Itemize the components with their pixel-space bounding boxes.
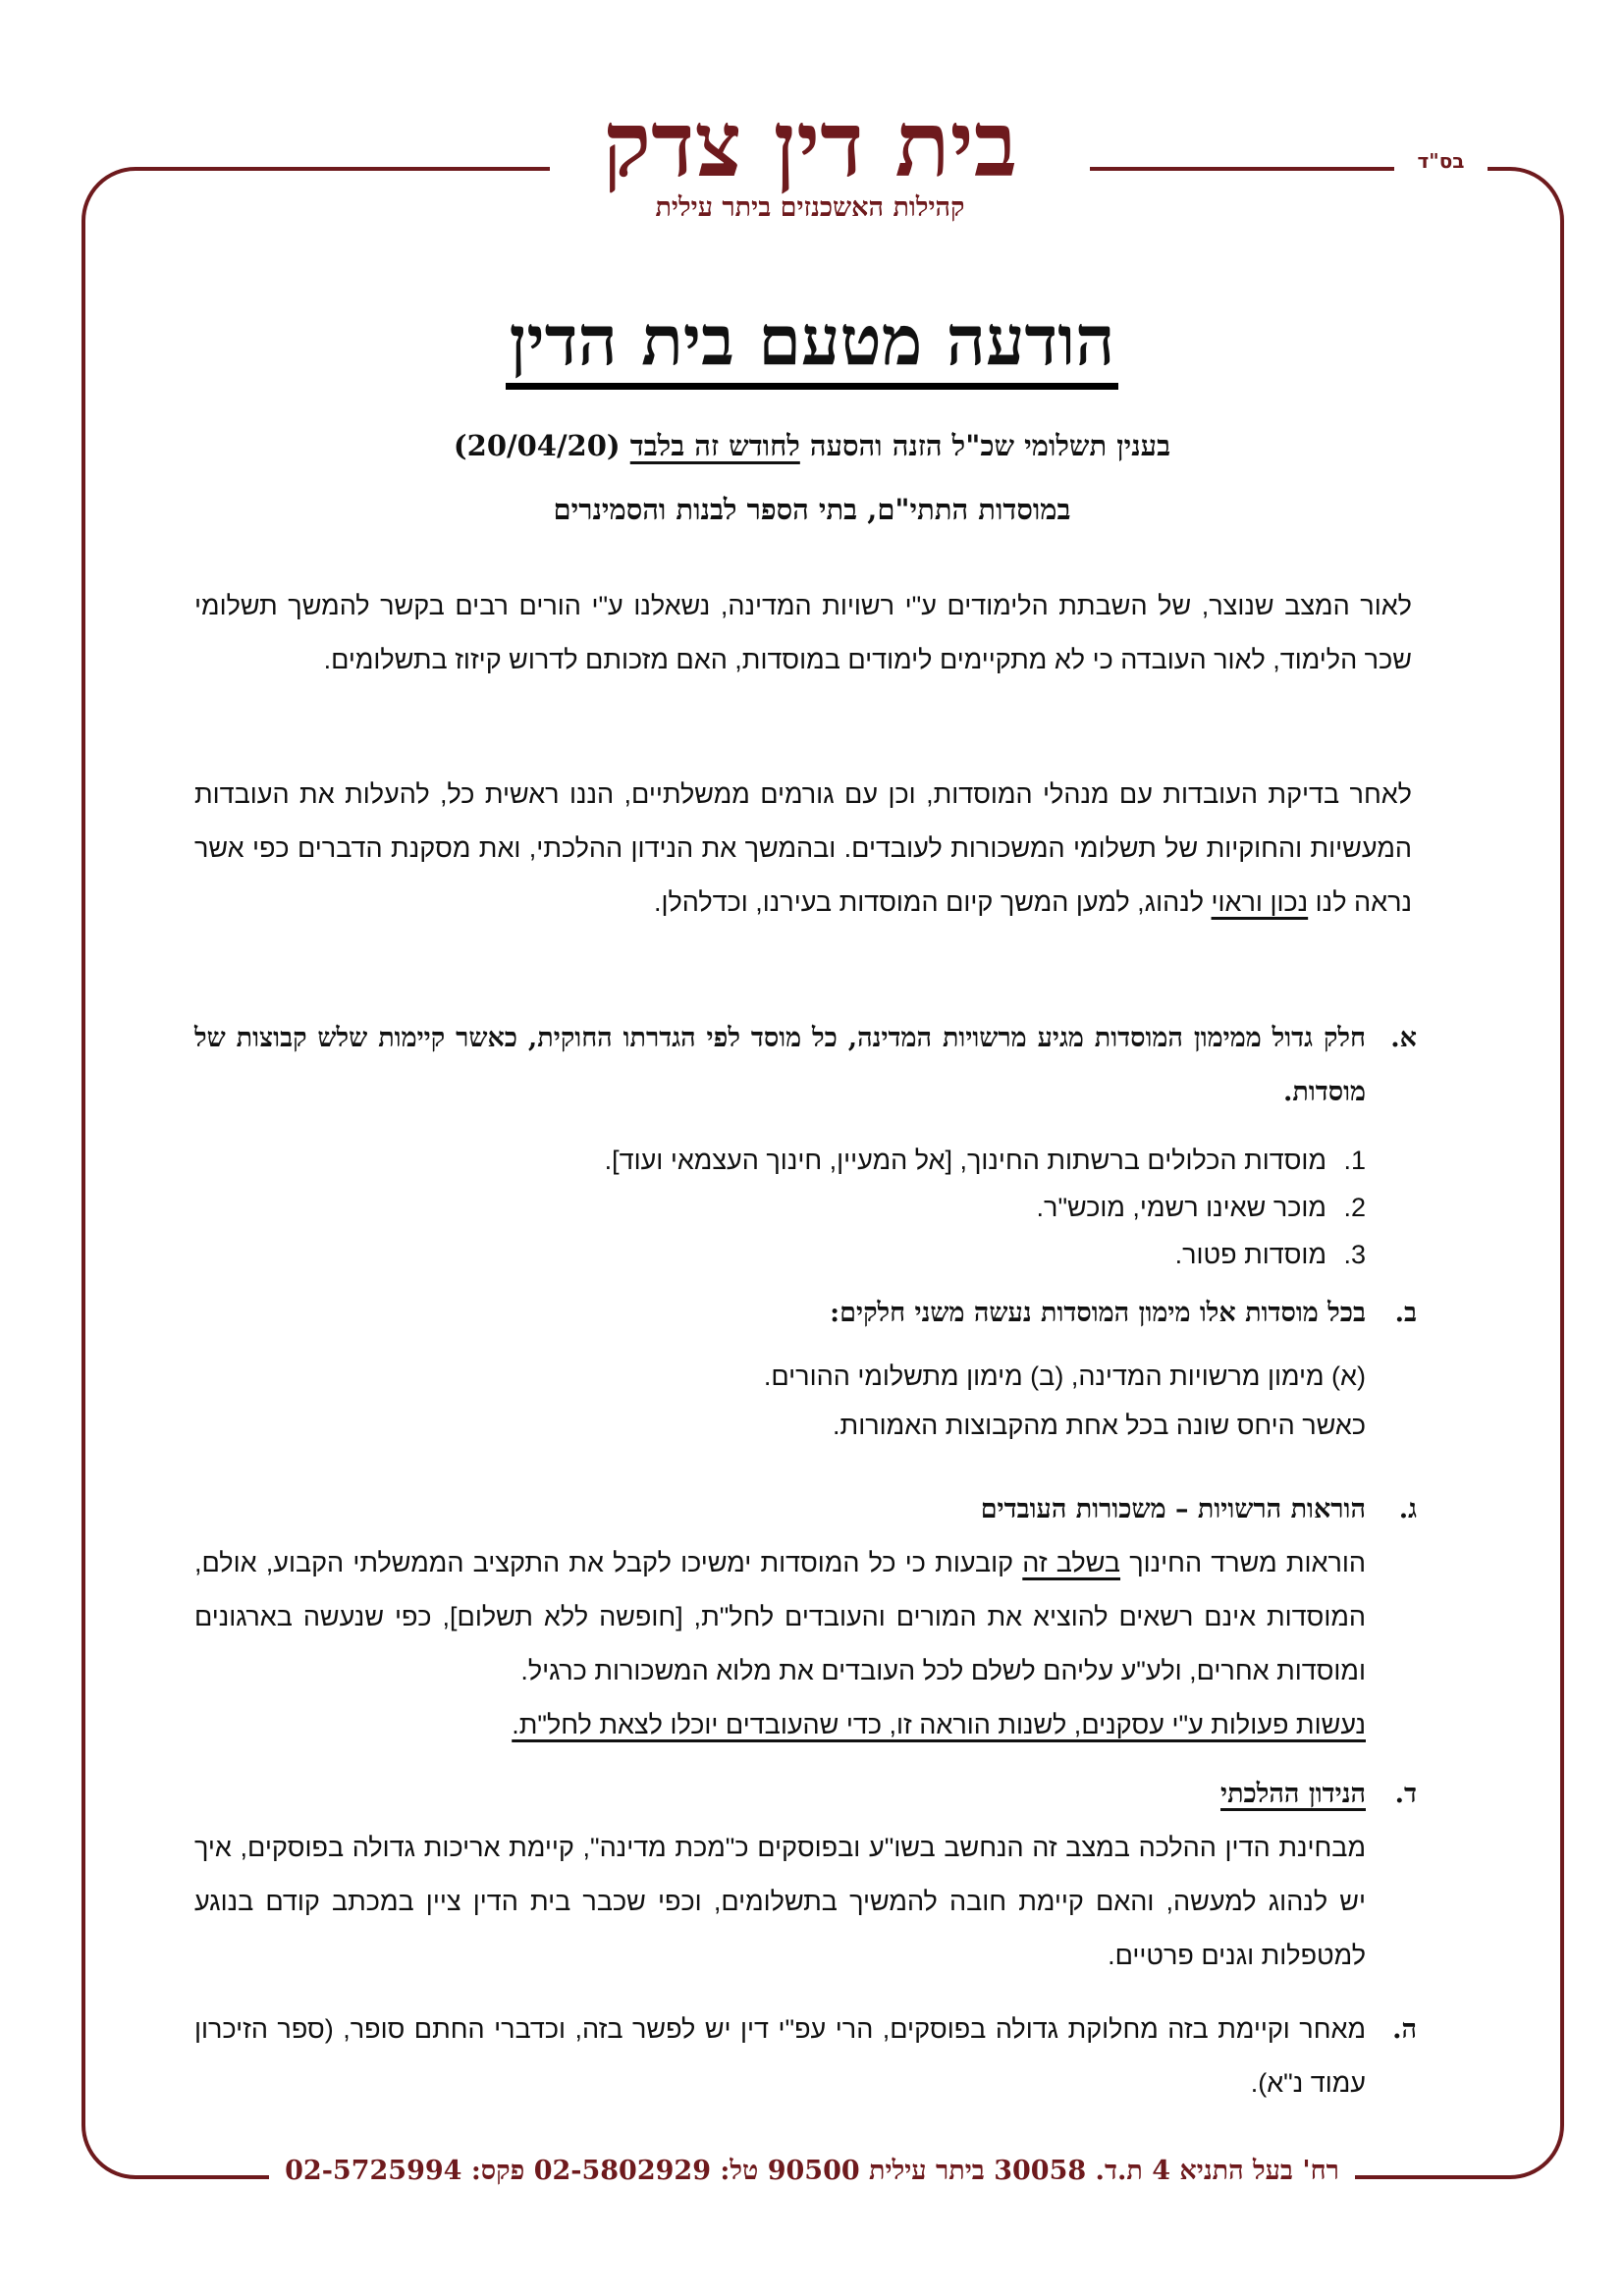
border-gap	[1070, 163, 1090, 175]
list-text: מוסדות פטור.	[1174, 1240, 1326, 1269]
underlined-text: בשלב זה	[1022, 1548, 1121, 1577]
paragraph-underlined: נכון וראוי	[1211, 887, 1309, 917]
section-d	[194, 1767, 1417, 1983]
subhead-line-1	[0, 429, 1624, 463]
footer-text: רח' בעל התניא 4 ת.ד. 30058 ביתר עילית 90500 טל: 02-5802929 פקס: 02-5725994	[269, 2156, 1355, 2186]
section-c	[194, 1482, 1417, 1752]
list-number: 1.	[1343, 1146, 1366, 1175]
section-text: (א) מימון מרשויות המדינה, (ב) מימון מתשלומי ההורים.	[763, 1362, 1366, 1391]
subhead-underlined: לחודש זה בלבד	[629, 429, 800, 462]
list-item	[194, 1231, 1366, 1278]
list-text: מוסדות הכלולים ברשתות החינוך, [אל המעיין, חינוך העצמאי ועוד].	[604, 1146, 1326, 1175]
heading-text: הנידון ההלכתי	[1220, 1779, 1366, 1809]
section-b	[194, 1286, 1417, 1450]
paragraph-text: לאחר בדיקת העובדות עם מנהלי המוסדות, וכן עם גורמים ממשלתיים, הננו ראשית כל, להעלות את העובדות המעשיות והחוקיות של תשלומי המשכורות לעובדים. ובהמשך את הנידון ההלכתי, ואת מסקנת הדברים כפי אשר נראה לנו	[194, 779, 1412, 917]
section-letter: ב.	[1394, 1298, 1417, 1328]
section-text: מבחינת הדין ההלכה במצב זה הנחשב בשו"ע ובפוסקים כ"מכת מדינה", קיימת אריכות גדולה בפוסקים, איך יש לנהוג למעשה, והאם קיימת חובה להמשיך בתשלומים, וכפי שכבר בית הדין ציין במכתב קודם בנוגע למטפלות וגנים פרטיים.	[194, 1833, 1366, 1970]
paragraph-1: לאור המצב שנוצר, של השבתת הלימודים ע"י רשויות המדינה, נשאלנו ע"י הורים רבים בקשר להמשך תשלומי שכר הלימוד, לאור העובדה כי לא מתקיימים לימודים במוסדות, האם מזכותם לדרוש קיזוז בתשלומים.	[194, 591, 1412, 674]
underlined-text: נעשות פעולות ע"י עסקנים, לשנות הוראה זו, כדי שהעובדים יוכלו לצאת לחל"ת.	[512, 1710, 1366, 1739]
section-letter: ג.	[1398, 1494, 1417, 1524]
section-heading: בכל מוסדות אלו מימון המוסדות נעשה משני חלקים:	[830, 1298, 1366, 1328]
section-underlined-line	[194, 1698, 1366, 1752]
section-text: חלק גדול ממימון המוסדות מגיע מרשויות המדינה, כל מוסד לפי הגדרתו החוקית, כאשר קיימות שלש קבוצות של מוסדות.	[194, 1023, 1366, 1107]
section-e	[194, 2002, 1417, 2110]
text: קובעות כי כל המוסדות ימשיכו לקבל את התקציב הממשלתי הקבוע, אולם, המוסדות אינם רשאים להוציא את המורים והעובדים לחל"ת, [חופשה ללא תשלום], כפי שנעשה בארגונים ומוסדות אחרים, ולע"ע עליהם לשלם לכל העובדים את מלוא המשכורות כרגיל.	[194, 1548, 1366, 1685]
section-heading: הוראות הרשויות – משכורות העובדים	[980, 1494, 1366, 1524]
subhead-line-2: במוסדות התתי"ם, בתי הספר לבנות והסמינרים	[553, 493, 1071, 526]
letterhead-subtitle: קהילות האשכנזים ביתר עילית	[655, 192, 965, 223]
list-number: 2.	[1343, 1193, 1366, 1222]
page-title	[0, 299, 1624, 382]
letterhead-brand: בית דין צדק	[550, 90, 1070, 198]
list-item	[194, 1184, 1366, 1231]
section-a	[194, 1011, 1417, 1278]
section-letter: ה.	[1392, 2014, 1417, 2045]
footer-contact	[0, 2156, 1624, 2186]
institution-list	[194, 1137, 1366, 1278]
list-number: 3.	[1343, 1240, 1366, 1269]
section-text: כאשר היחס שונה בכל אחת מהקבוצות האמורות.	[833, 1411, 1366, 1440]
section-letter: א.	[1390, 1023, 1417, 1053]
section-text	[194, 1536, 1366, 1698]
section-text: מאחר וקיימת בזה מחלוקת גדולה בפוסקים, הרי עפ"י דין יש לפשר בזה, וכדברי החתם סופר, (ספר הזיכרון עמוד נ"א).	[194, 2014, 1366, 2098]
list-item	[194, 1137, 1366, 1184]
subhead-text: בענין תשלומי שכ"ל הזנה והסעה	[799, 429, 1171, 462]
list-text: מוכר שאינו רשמי, מוכש"ר.	[1036, 1193, 1326, 1222]
page-title-text: הודעה מטעם בית הדין	[506, 299, 1119, 390]
subhead-date: (20/04/20)	[453, 429, 630, 462]
text: הוראות משרד החינוך	[1120, 1548, 1366, 1577]
bsd-mark: בס"ד	[1394, 149, 1488, 173]
paragraph-2	[194, 768, 1412, 930]
section-letter: ד.	[1394, 1779, 1417, 1809]
paragraph-text: לנהוג, למען המשך קיום המוסדות בעירנו, וכדלהלן.	[653, 887, 1212, 917]
section-heading	[194, 1767, 1366, 1821]
